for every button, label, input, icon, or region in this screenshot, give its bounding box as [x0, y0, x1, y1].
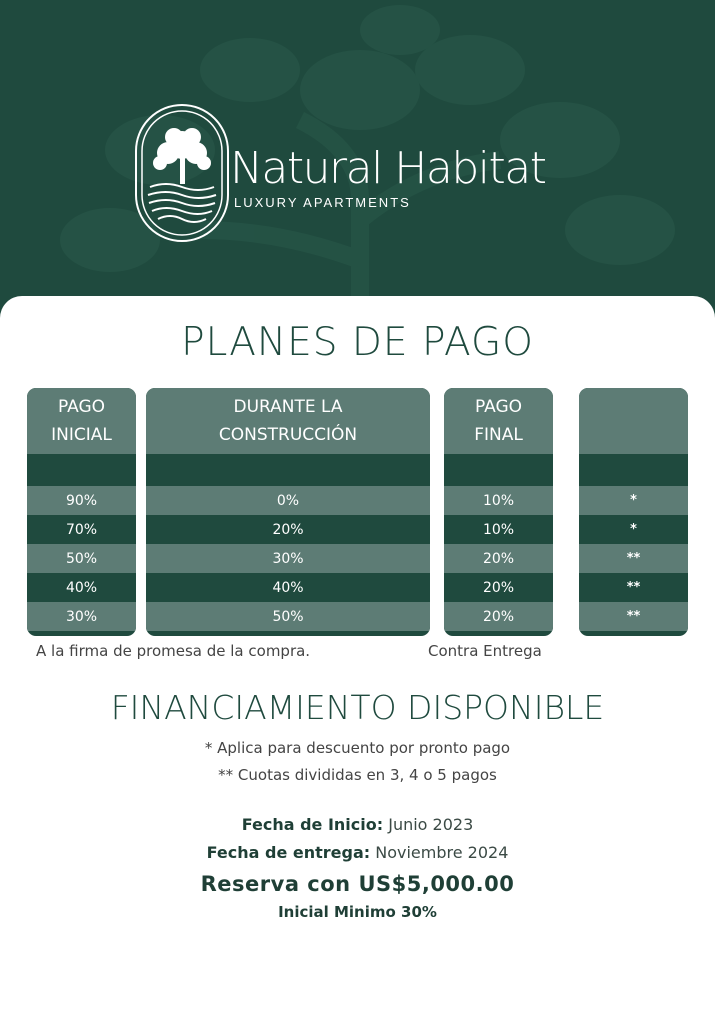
table-cell: *	[579, 486, 688, 515]
note-contra-entrega: Contra Entrega	[428, 642, 542, 660]
column-header: PAGO INICIAL	[27, 388, 136, 454]
column-pago-inicial	[27, 388, 136, 636]
table-cell: 30%	[27, 602, 136, 631]
footnote-cuotas: ** Cuotas divididas en 3, 4 o 5 pagos	[218, 766, 497, 784]
table-cell: 20%	[444, 602, 553, 631]
delivery-date-label: Fecha de entrega:	[206, 843, 371, 862]
table-cell: 20%	[444, 544, 553, 573]
financing-title: FINANCIAMIENTO DISPONIBLE	[110, 688, 605, 727]
table-cell: 90%	[27, 486, 136, 515]
brand-name: Natural Habitat	[230, 143, 546, 194]
delivery-date-value: Noviembre 2024	[375, 843, 509, 862]
table-cell: 30%	[146, 544, 430, 573]
footnote-pronto-pago: * Aplica para descuento por pronto pago	[204, 739, 511, 757]
column-header: PAGO FINAL	[444, 388, 553, 454]
column-header: DURANTE LA CONSTRUCCIÓN	[146, 388, 430, 454]
table-cell: 50%	[27, 544, 136, 573]
brand-subtitle: LUXURY APARTMENTS	[234, 195, 411, 210]
tree-waves-emblem-icon	[134, 103, 230, 243]
table-cell: 70%	[27, 515, 136, 544]
start-date-label: Fecha de Inicio:	[241, 815, 384, 834]
hero-banner	[0, 0, 715, 320]
table-cell: 40%	[27, 573, 136, 602]
table-cell: **	[579, 573, 688, 602]
column-durante-construccion	[146, 388, 430, 636]
table-cell: 20%	[146, 515, 430, 544]
table-cell: 20%	[444, 573, 553, 602]
table-cell: 10%	[444, 486, 553, 515]
start-date	[0, 815, 715, 834]
table-cell: **	[579, 544, 688, 573]
table-cell: 50%	[146, 602, 430, 631]
column-pago-final	[444, 388, 553, 636]
minimum-initial: Inicial Minimo 30%	[278, 903, 437, 921]
reserve-amount: Reserva con US$5,000.00	[200, 872, 515, 896]
table-cell: **	[579, 602, 688, 631]
table-cell: 40%	[146, 573, 430, 602]
start-date-value: Junio 2023	[388, 815, 474, 834]
column-notes	[579, 388, 688, 636]
delivery-date	[0, 843, 715, 862]
table-cell: *	[579, 515, 688, 544]
table-cell: 0%	[146, 486, 430, 515]
column-header	[579, 388, 688, 454]
note-firma: A la firma de promesa de la compra.	[36, 642, 311, 660]
brand-logo	[134, 103, 574, 243]
table-cell: 10%	[444, 515, 553, 544]
page-title: PLANES DE PAGO	[181, 320, 534, 365]
